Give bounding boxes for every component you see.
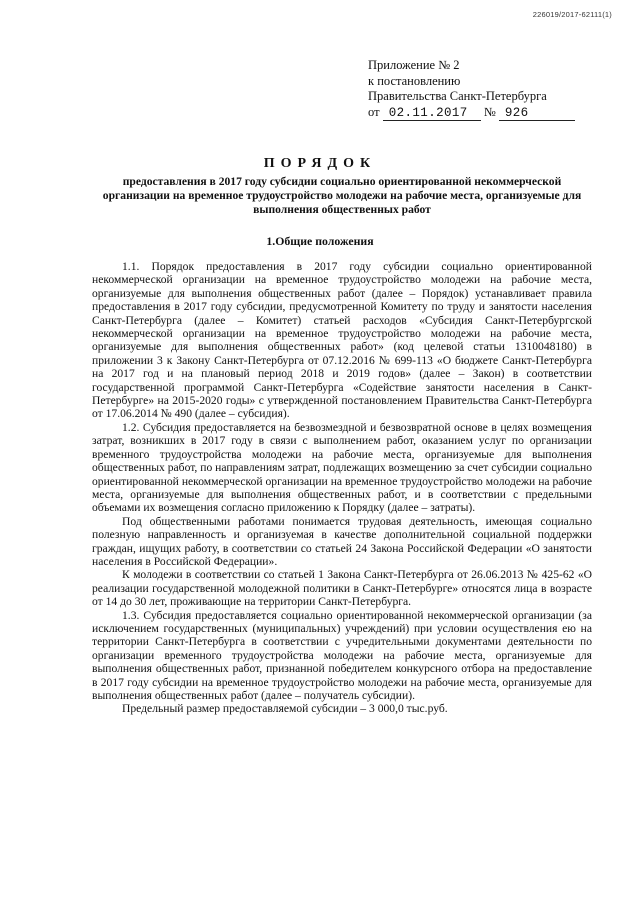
appendix-block	[368, 58, 575, 121]
number-label: №	[483, 104, 496, 119]
paragraph-public-works: Под общественными работами понимается трудовая деятельность, имеющая социально полезную направленность и организуемая в качестве дополнительной социальной поддержки граждан, ищущих работу, в соответствии со статьей 24 Закона Российской Федерации «О занятости населения в Российской Федерации».	[92, 514, 592, 568]
from-label: от	[368, 104, 380, 119]
decree-number: 926	[499, 107, 575, 121]
paragraph-1-1: 1.1. Порядок предоставления в 2017 году субсидии социально ориентированной некоммерческой организации на временное трудоустройство молодежи на рабочие места, организуемые для выполнения общественных работ (далее – Порядок) устанавливает правила предоставления в 2017 году субсидии, предусмотренной Комитету по труду и занятости населения Санкт-Петербурга (далее – Комитет) статьей расходов «Субсидия Санкт-Петербургской некоммерческой организации на временное трудоустройство молодежи на рабочие места, организуемые для выполнения общественных работ» (код целевой статьи 1310048180) в приложении 3 к Закону Санкт-Петербурга от 07.12.2016 № 699-113 «О бюджете Санкт-Петербурга на 2017 год и на плановый период 2018 и 2019 годов» (далее – Закон) в соответствии государственной программой Санкт-Петербурга «Содействие занятости населения в Санкт-Петербурге» на 2015-2020 годы» с утвержденной постановлением Правительства Санкт-Петербурга от 17.06.2014 № 490 (далее – субсидия).	[92, 260, 592, 421]
document-subtitle: предоставления в 2017 году субсидии социально ориентированной некоммерческой организации на временное трудоустройство молодежи на рабочие места, организуемые для выполнения общественных работ	[102, 175, 582, 216]
document-title: ПОРЯДОК	[263, 156, 377, 171]
paragraph-youth: К молодежи в соответствии со статьей 1 Закона Санкт-Петербурга от 26.06.2013 № 425-62 «О реализации государственной молодежной политики в Санкт-Петербурге» относятся лица в возрасте от 14 до 30 лет, проживающие на территории Санкт-Петербурга.	[92, 568, 592, 609]
decree-date: 02.11.2017	[383, 107, 481, 121]
document-id: 226019/2017-62111(1)	[532, 10, 612, 19]
appendix-reference: к постановлению	[368, 73, 461, 88]
paragraph-1-2: 1.2. Субсидия предоставляется на безвозмездной и безвозвратной основе в целях возмещения затрат, возникших в 2017 году в связи с выполнением работ, оказанием услуг по организации временного трудоустройства молодежи на рабочие места, организуемые для выполнения общественных работ, по направлениям затрат, подлежащих возмещению за счет субсидии социально ориентированной некоммерческой организации на временное трудоустройство молодежи на рабочие места, организуемые для выполнения общественных работ, и в соответствии с предельными объемами их возмещения согласно приложению к Порядку (далее – затраты).	[92, 420, 592, 515]
appendix-title: Приложение № 2	[368, 58, 460, 72]
section-heading: 1.Общие положения	[266, 234, 374, 248]
appendix-date-line	[368, 105, 575, 121]
document-body	[92, 260, 592, 716]
paragraph-subsidy-limit: Предельный размер предоставляемой субсидии – 3 000,0 тыс.руб.	[122, 702, 448, 716]
paragraph-1-3: 1.3. Субсидия предоставляется социально ориентированной некоммерческой организации (за исключением государственных (муниципальных) учреждений) при условии осуществления ею на территории Санкт-Петербурга в соответствии с учредительными документами деятельности по организации временного трудоустройства молодежи на рабочие места, организуемые для выполнения общественных работ, признанной победителем конкурсного отбора на предоставление в 2017 году субсидии на временное трудоустройство молодежи на рабочие места, организуемые для выполнения общественных работ (далее – получатель субсидии).	[92, 608, 592, 702]
appendix-issuer: Правительства Санкт-Петербурга	[368, 89, 547, 103]
